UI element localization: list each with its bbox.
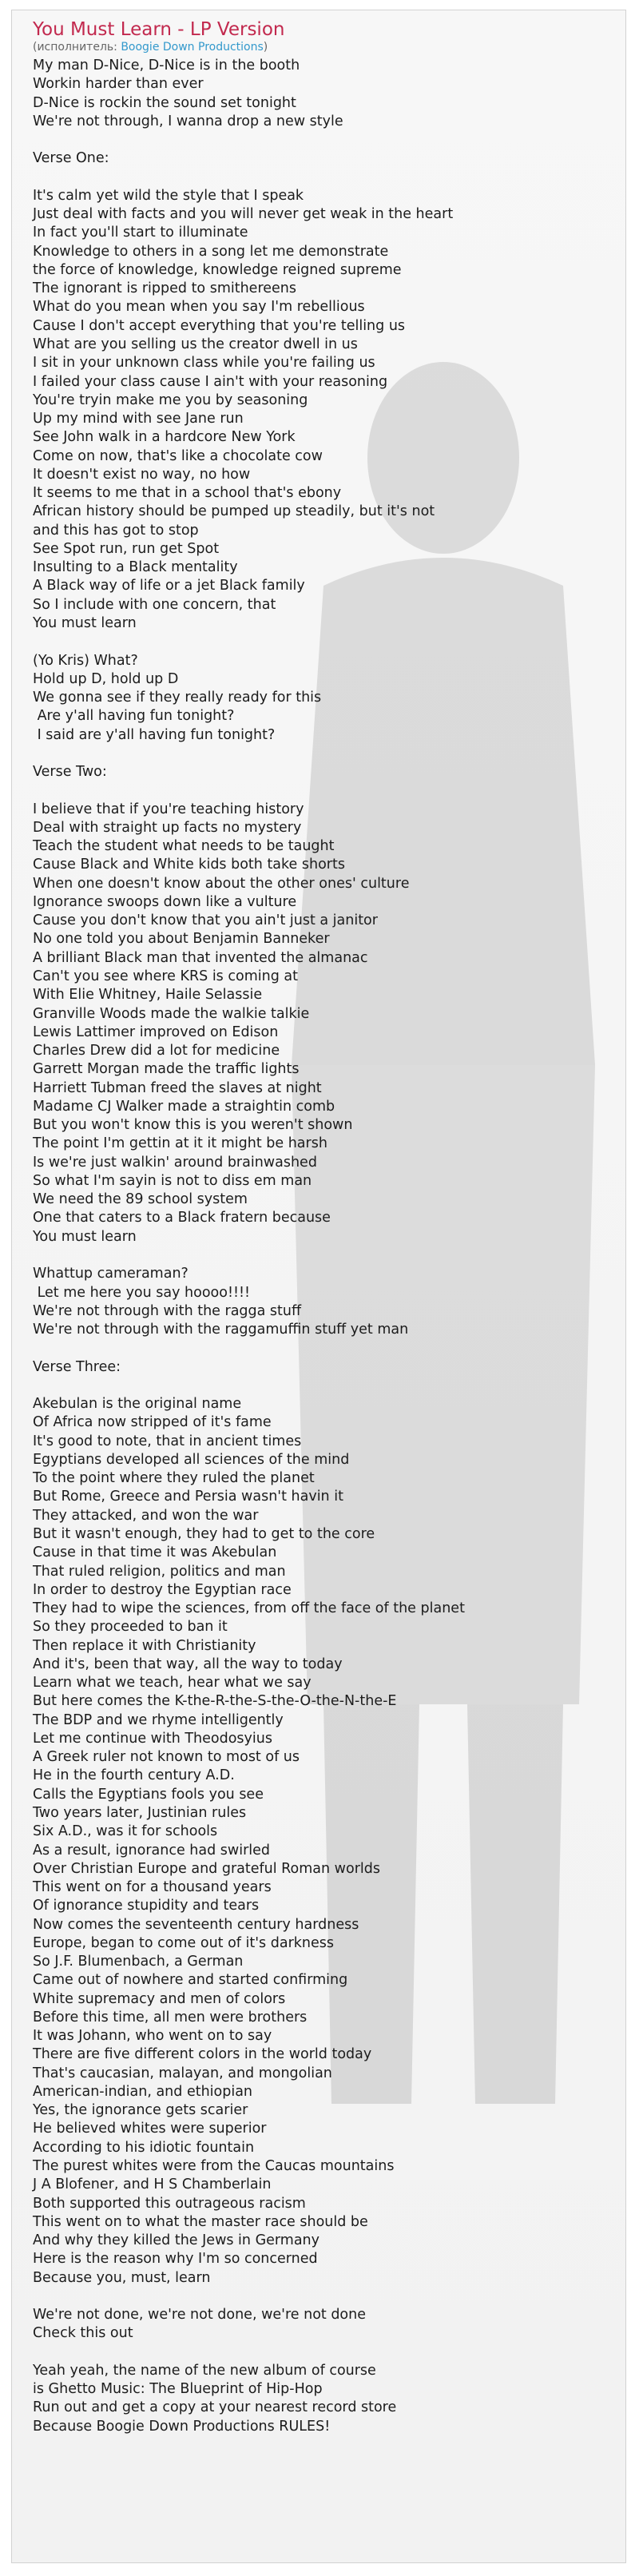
lyrics-line: Of ignorance stupidity and tears xyxy=(33,1898,260,1914)
lyrics-line: Harriett Tubman freed the slaves at night xyxy=(33,1079,322,1096)
lyrics-line: Lewis Lattimer improved on Edison xyxy=(33,1024,279,1040)
lyrics-line: Europe, began to come out of it's darkness xyxy=(33,1934,334,1951)
lyrics-line: And it's, been that way, all the way to today xyxy=(33,1656,343,1672)
lyrics-line: It seems to me that in a school that's ebony xyxy=(33,485,342,502)
lyrics-line: Came out of nowhere and started confirming xyxy=(33,1972,348,1989)
lyrics-line: Let me continue with Theodosyius xyxy=(33,1730,272,1747)
lyrics-line: Garrett Morgan made the traffic lights xyxy=(33,1061,300,1078)
lyrics-line: A brilliant Black man that invented the almanac xyxy=(33,949,368,966)
lyrics-line: That's caucasian, malayan, and mongolian xyxy=(33,2065,332,2081)
lyrics-line: So I include with one concern, that xyxy=(33,596,276,613)
lyrics-line: There are five different colors in the world today xyxy=(33,2046,372,2063)
performer-prefix: (исполнитель: xyxy=(33,41,121,54)
lyrics-blank-line xyxy=(33,169,616,187)
lyrics-line: So J.F. Blumenbach, a German xyxy=(33,1954,244,1970)
lyrics-line: See Spot run, run get Spot xyxy=(33,540,220,557)
lyrics-line: Because Boogie Down Productions RULES! xyxy=(33,2418,331,2435)
lyrics-line: You must learn xyxy=(33,614,137,631)
lyrics-line: Granville Woods made the walkie talkie xyxy=(33,1005,310,1022)
lyrics-line: So they proceeded to ban it xyxy=(33,1619,228,1636)
lyrics-line: I believe that if you're teaching history xyxy=(33,801,304,817)
lyrics-line: Are y'all having fun tonight? xyxy=(33,708,235,725)
lyrics-line: Six A.D., was it for schools xyxy=(33,1823,218,1840)
lyrics-line: Can't you see where KRS is coming at xyxy=(33,968,298,985)
lyrics-line: My man D-Nice, D-Nice is in the booth xyxy=(33,58,300,74)
lyrics-blank-line xyxy=(33,781,616,800)
lyrics-line: I said are y'all having fun tonight? xyxy=(33,726,276,743)
lyrics-line: But Rome, Greece and Persia wasn't havin it xyxy=(33,1489,343,1505)
lyrics-line: Charles Drew did a lot for medicine xyxy=(33,1043,280,1059)
lyrics-line: Teach the student what needs to be taught xyxy=(33,838,335,855)
lyrics-line: We're not through with the ragga stuff xyxy=(33,1302,302,1319)
lyrics-line: Both supported this outrageous racism xyxy=(33,2195,306,2212)
lyrics-line: Ignorance swoops down like a vulture xyxy=(33,893,297,910)
lyrics-line: and this has got to stop xyxy=(33,522,199,539)
lyrics-line: African history should be pumped up steadily, but it's not xyxy=(33,503,435,520)
lyrics-line: Egyptians developed all sciences of the mind xyxy=(33,1451,350,1468)
lyrics-line: See John walk in a hardcore New York xyxy=(33,429,296,446)
lyrics-line: Workin harder than ever xyxy=(33,76,204,93)
lyrics-line: Here is the reason why I'm so concerned xyxy=(33,2251,318,2268)
lyrics-line: According to his idiotic fountain xyxy=(33,2139,255,2156)
lyrics-line: Learn what we teach, hear what we say xyxy=(33,1675,312,1691)
lyrics-line: The purest whites were from the Caucas mountains xyxy=(33,2158,395,2175)
lyrics-line: You must learn xyxy=(33,1228,137,1245)
lyrics-line: Up my mind with see Jane run xyxy=(33,411,244,427)
lyrics-line: Whattup cameraman? xyxy=(33,1266,189,1282)
lyrics-line: It doesn't exist no way, no how xyxy=(33,466,251,483)
lyrics-line: So what I'm sayin is not to diss em man xyxy=(33,1172,312,1189)
lyrics-line: But you won't know this is you weren't shown xyxy=(33,1117,353,1134)
lyrics-line: Deal with straight up facts no mystery xyxy=(33,819,302,836)
lyrics-line: Two years later, Justinian rules xyxy=(33,1804,247,1821)
lyrics-line: The ignorant is ripped to smithereens xyxy=(33,280,296,297)
lyrics-line: He believed whites were superior xyxy=(33,2121,267,2137)
lyrics-line: Before this time, all men were brothers xyxy=(33,2009,308,2025)
lyrics-line: Knowledge to others in a song let me demonstrate xyxy=(33,243,389,260)
lyrics-line: This went on to what the master race should be xyxy=(33,2213,368,2230)
lyrics-line: With Elie Whitney, Haile Selassie xyxy=(33,987,263,1004)
lyrics-line: We're not through, I wanna drop a new style xyxy=(33,113,343,129)
lyrics-text xyxy=(33,57,616,2436)
lyrics-line: It's calm yet wild the style that I speak xyxy=(33,187,304,204)
lyrics-line: is Ghetto Music: The Blueprint of Hip-Hop xyxy=(33,2381,323,2398)
lyrics-line: Yes, the ignorance gets scarier xyxy=(33,2102,248,2119)
lyrics-line: It's good to note, that in ancient times xyxy=(33,1433,302,1449)
lyrics-line: In fact you'll start to illuminate xyxy=(33,225,248,241)
lyrics-line: And why they killed the Jews in Germany xyxy=(33,2232,320,2249)
lyrics-blank-line xyxy=(33,1377,616,1395)
lyrics-line: A Greek ruler not known to most of us xyxy=(33,1749,300,1766)
lyrics-line: Run out and get a copy at your nearest record store xyxy=(33,2399,397,2416)
lyrics-line: the force of knowledge, knowledge reigned supreme xyxy=(33,261,402,278)
lyrics-line: Of Africa now stripped of it's fame xyxy=(33,1414,272,1431)
lyrics-line: I sit in your unknown class while you're failing us xyxy=(33,355,375,372)
lyrics-line: They had to wipe the sciences, from off the face of the planet xyxy=(33,1600,465,1617)
lyrics-blank-line xyxy=(33,131,616,149)
lyrics-line: You're tryin make me you by seasoning xyxy=(33,392,308,408)
lyrics-line: As a result, ignorance had swirled xyxy=(33,1842,271,1858)
lyrics-line: The point I'm gettin at it it might be harsh xyxy=(33,1135,327,1152)
lyrics-line: Hold up D, hold up D xyxy=(33,670,179,687)
lyrics-line: Verse Two: xyxy=(33,764,107,781)
lyrics-line: Insulting to a Black mentality xyxy=(33,559,238,576)
lyrics-line: American-indian, and ethiopian xyxy=(33,2083,253,2100)
lyrics-line: Let me here you say hoooo!!!! xyxy=(33,1284,251,1301)
lyrics-line: Then replace it with Christianity xyxy=(33,1637,256,1654)
lyrics-line: Calls the Egyptians fools you see xyxy=(33,1786,264,1803)
lyrics-line: In order to destroy the Egyptian race xyxy=(33,1581,292,1598)
lyrics-line: One that caters to a Black fratern because xyxy=(33,1210,331,1226)
lyrics-line: We're not through with the raggamuffin stuff yet man xyxy=(33,1322,409,1338)
lyrics-blank-line xyxy=(33,2288,616,2306)
lyrics-line: It was Johann, who went on to say xyxy=(33,2028,272,2045)
lyrics-line: Come on now, that's like a chocolate cow xyxy=(33,447,323,464)
lyrics-line: Verse One: xyxy=(33,150,109,167)
lyrics-line: Madame CJ Walker made a straightin comb xyxy=(33,1098,335,1115)
performer-suffix: ) xyxy=(263,41,268,54)
lyrics-line: I failed your class cause I ain't with your reasoning xyxy=(33,373,388,390)
lyrics-line: D-Nice is rockin the sound set tonight xyxy=(33,94,296,111)
lyrics-line: Now comes the seventeenth century hardness xyxy=(33,1916,359,1933)
lyrics-line: Verse Three: xyxy=(33,1358,121,1375)
lyrics-line: The BDP and we rhyme intelligently xyxy=(33,1711,284,1728)
lyrics-line: Check this out xyxy=(33,2325,133,2342)
lyrics-line: Cause I don't accept everything that you're telling us xyxy=(33,317,406,334)
lyrics-line: A Black way of life or a jet Black family xyxy=(33,578,305,594)
lyrics-blank-line xyxy=(33,2343,616,2362)
lyrics-line: They attacked, and won the war xyxy=(33,1507,259,1524)
lyrics-line: Just deal with facts and you will never get weak in the heart xyxy=(33,206,454,223)
lyrics-line: No one told you about Benjamin Banneker xyxy=(33,931,330,948)
lyrics-line: Is we're just walkin' around brainwashed xyxy=(33,1154,317,1171)
lyrics-blank-line xyxy=(33,633,616,651)
performer-link[interactable]: Boogie Down Productions xyxy=(121,41,264,54)
lyrics-panel xyxy=(11,10,626,2563)
lyrics-line: He in the fourth century A.D. xyxy=(33,1767,235,1784)
lyrics-line: White supremacy and men of colors xyxy=(33,1990,286,2007)
song-title: You Must Learn - LP Version xyxy=(33,19,285,40)
lyrics-line: We gonna see if they really ready for this xyxy=(33,690,322,706)
lyrics-line: We're not done, we're not done, we're not done xyxy=(33,2307,366,2324)
lyrics-line: Because you, must, learn xyxy=(33,2269,211,2286)
lyrics-line: Cause you don't know that you ain't just a janitor xyxy=(33,912,378,929)
lyrics-line: When one doesn't know about the other ones' culture xyxy=(33,875,410,892)
lyrics-line: This went on for a thousand years xyxy=(33,1879,272,1896)
lyrics-blank-line xyxy=(33,1339,616,1358)
lyrics-line: (Yo Kris) What? xyxy=(33,652,138,669)
lyrics-blank-line xyxy=(33,745,616,763)
lyrics-line: Cause Black and White kids both take shorts xyxy=(33,857,345,873)
lyrics-line: What are you selling us the creator dwell in us xyxy=(33,336,358,352)
lyrics-line: But here comes the K-the-R-the-S-the-O-the-N-the-E xyxy=(33,1693,397,1710)
lyrics-line: J A Blofener, and H S Chamberlain xyxy=(33,2176,272,2193)
lyrics-line: But it wasn't enough, they had to get to the core xyxy=(33,1525,375,1542)
lyrics-line: Over Christian Europe and grateful Roman worlds xyxy=(33,1860,380,1877)
lyrics-blank-line xyxy=(33,1246,616,1265)
lyrics-line: Akebulan is the original name xyxy=(33,1396,242,1413)
lyrics-line: That ruled religion, politics and man xyxy=(33,1563,286,1580)
lyrics-line: What do you mean when you say I'm rebellious xyxy=(33,299,365,316)
lyrics-line: To the point where they ruled the planet xyxy=(33,1470,315,1487)
lyrics-line: Cause in that time it was Akebulan xyxy=(33,1544,277,1561)
lyrics-line: We need the 89 school system xyxy=(33,1191,248,1208)
performer-line xyxy=(33,41,616,54)
lyrics-line: Yeah yeah, the name of the new album of course xyxy=(33,2362,376,2379)
